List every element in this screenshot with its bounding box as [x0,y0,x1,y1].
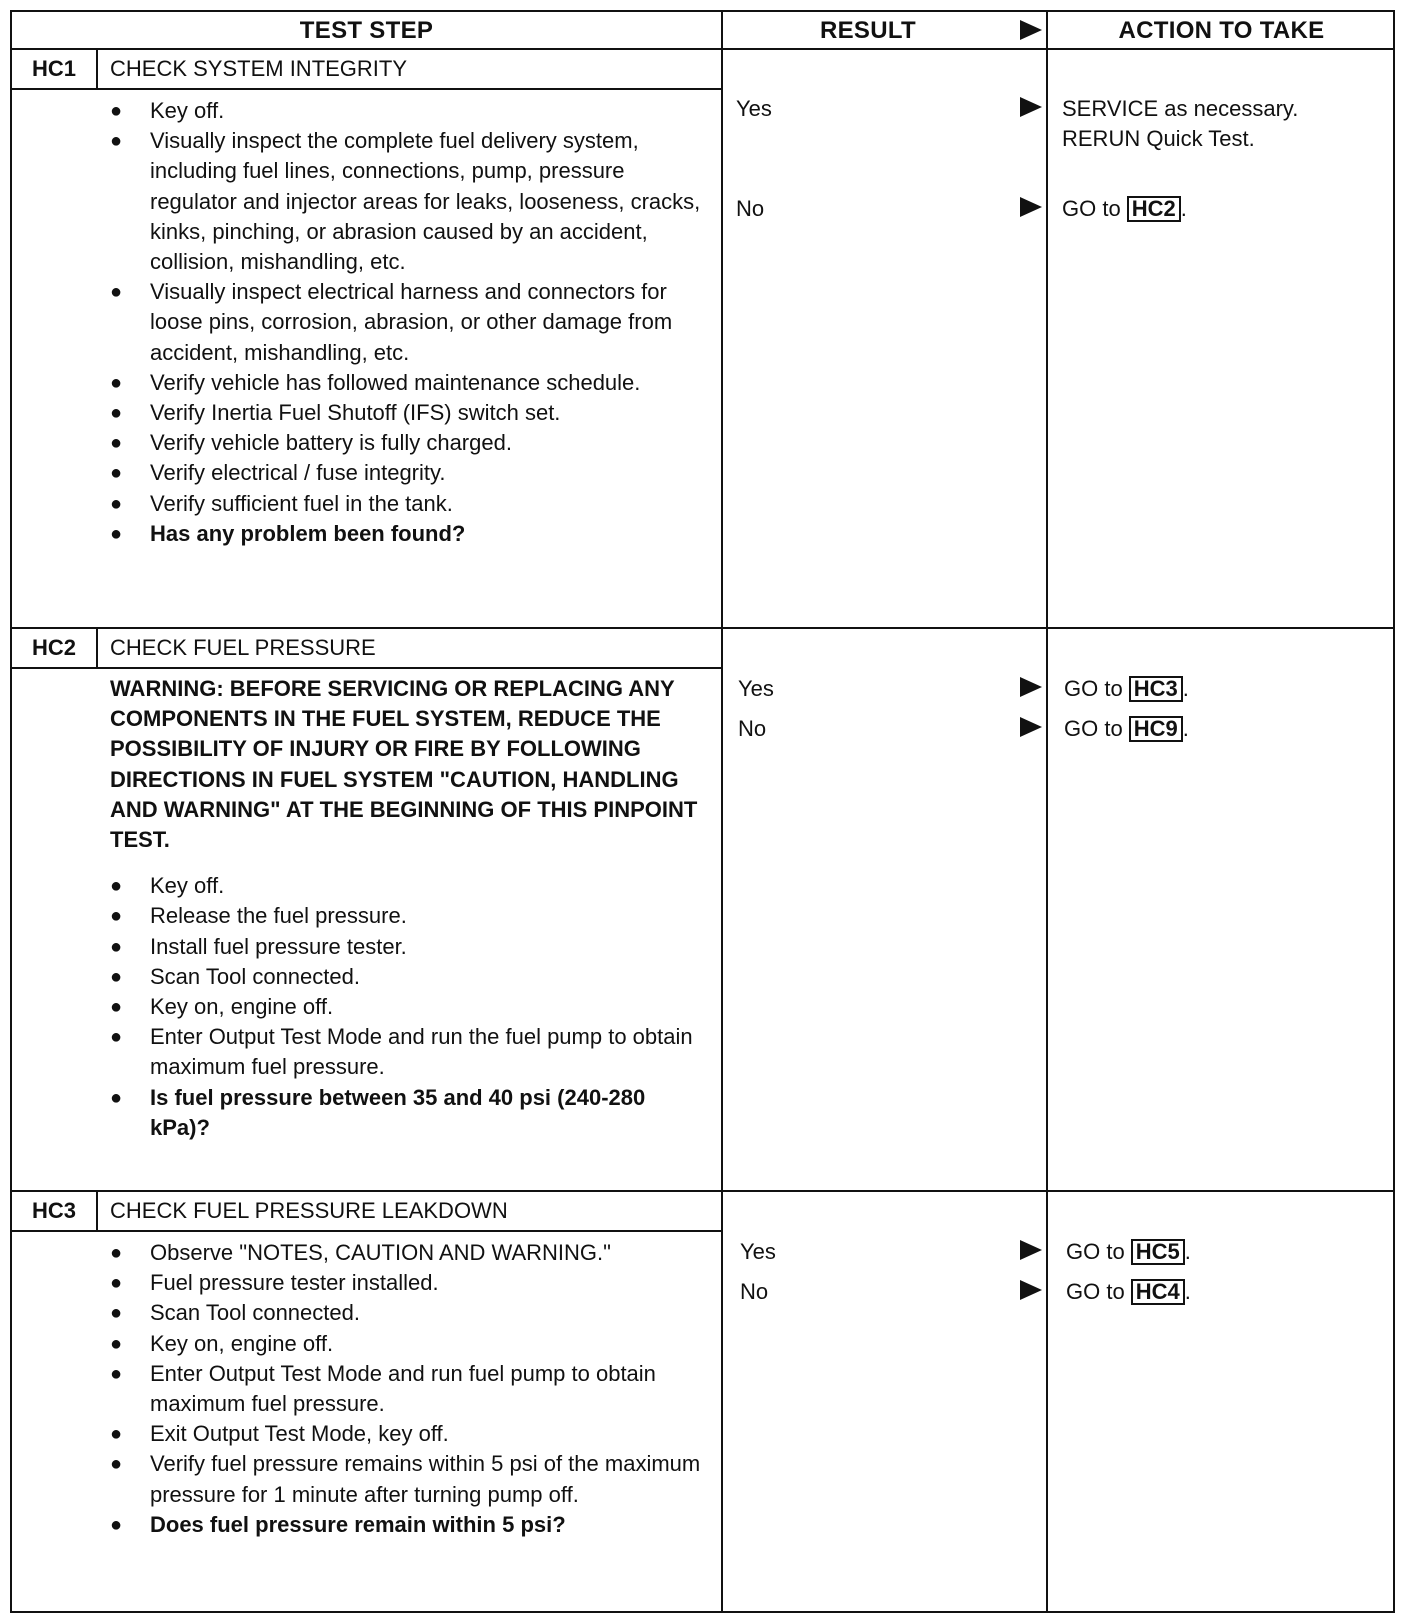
bullet-icon: ● [110,965,123,988]
step-reference-link[interactable]: HC3 [1129,676,1183,702]
bullet-icon: ● [110,935,123,958]
list-item-question: ● Does fuel pressure remain within 5 psi? [102,1510,702,1540]
result-yes: Yes [738,676,774,701]
action-yes: SERVICE as necessary. RERUN Quick Test. [1062,96,1299,151]
warning-text: WARNING: BEFORE SERVICING OR REPLACING ANY COMPONENTS IN THE FUEL SYSTEM, REDUCE THE POSSIBILITY OF INJURY OR FIRE BY FOLLOWING DIRECTIONS IN FUEL SYSTEM "CAUTION, HANDLING AND WARNING" AT THE BEGINNING OF THIS PINPOINT TEST. [110,676,698,853]
list-item-question: ● Is fuel pressure between 35 and 40 psi (240-280 kPa)? [110,1084,646,1140]
step-id: HC1 [31,56,76,81]
bullet-icon: ● [110,996,123,1019]
list-item: ● Enter Output Test Mode and run fuel pump to obtain maximum fuel pressure. [110,1360,656,1417]
list-item: ● Verify electrical / fuse integrity. [102,458,702,488]
step-id-divider [96,1192,98,1232]
bullet-icon: ● [110,1423,123,1446]
header-action: ACTION TO TAKE [1118,17,1325,44]
action-no: GO to HC9 . [1064,716,1189,741]
result-no: No [738,716,767,741]
result-arrow-icon [1020,1280,1042,1300]
header-test-step: TEST STEP [299,17,434,44]
step-reference-link[interactable]: HC2 [1127,196,1181,222]
list-item: ● Observe "NOTES, CAUTION AND WARNING." [102,1238,702,1268]
list-item: ● Fuel pressure tester installed. [102,1268,702,1298]
result-arrow-icon [1020,1240,1042,1260]
list-item: ● Key on, engine off. [102,992,702,1022]
bullet-icon: ● [110,492,123,515]
list-item: ● Enter Output Test Mode and run the fuel pump to obtain maximum fuel pressure. [110,1024,693,1080]
bullet-icon: ● [110,1272,123,1295]
column-divider [1046,12,1048,1613]
action-yes: GO to HC5 . [1066,1239,1191,1264]
list-item: ● Install fuel pressure tester. [102,932,702,962]
list-item: ● Visually inspect the complete fuel delivery system, including fuel lines, connections, pump, pressure regulator and injector areas for leaks, looseness, cracks, kinks, pinching, or abrasion caused by an accident, collision, mishandling, etc. [110,128,701,275]
result-arrow-icon [1020,97,1042,117]
list-item: ● Verify vehicle battery is fully charged. [102,428,702,458]
bullet-icon: ● [110,905,123,928]
result-yes: Yes [736,96,772,121]
list-item: ● Verify vehicle has followed maintenance schedule. [102,368,702,398]
step-body [102,1238,702,1540]
bullet-icon: ● [110,402,123,425]
list-item: ● Key off. [102,96,702,126]
list-item: ● Key off. [102,871,702,901]
step-title: CHECK FUEL PRESSURE [110,635,376,660]
diagnostic-table [10,10,1395,1613]
bullet-icon: ● [110,1302,123,1325]
result-yes: Yes [740,1239,776,1264]
bullet-icon: ● [110,875,123,898]
bullet-icon: ● [110,100,123,122]
result-arrow-icon [1020,677,1042,697]
bullet-icon: ● [110,1026,123,1049]
list-item: ● Scan Tool connected. [102,962,702,992]
title-divider [12,667,721,669]
bullet-icon: ● [110,1362,123,1385]
header-arrow-icon [1020,20,1042,40]
step-body [102,96,702,549]
list-item-question: ● Has any problem been found? [102,519,702,549]
bullet-icon: ● [110,1513,123,1536]
title-divider [12,1230,721,1232]
list-item: ● Visually inspect electrical harness and connectors for loose pins, corrosion, abrasion, or other damage from accident, mishandling, etc. [110,279,673,365]
bullet-icon: ● [110,371,123,394]
step-title: CHECK SYSTEM INTEGRITY [110,56,408,81]
list-item: ● Scan Tool connected. [102,1298,702,1328]
step-reference-link[interactable]: HC9 [1129,716,1183,742]
bullet-icon: ● [110,1086,123,1109]
step-title: CHECK FUEL PRESSURE LEAKDOWN [110,1198,508,1223]
list-item: ● Key on, engine off. [102,1329,702,1359]
step-id: HC3 [31,1198,76,1223]
step-id-divider [96,50,98,90]
list-item: ● Verify fuel pressure remains within 5 psi of the maximum pressure for 1 minute after turning pump off. [110,1451,701,1507]
header-result: RESULT [819,17,917,44]
step-body [110,674,702,1143]
bullet-icon: ● [110,432,123,455]
action-no: GO to HC4 . [1066,1279,1191,1304]
list-item: ● Verify sufficient fuel in the tank. [102,489,702,519]
bullet-icon: ● [110,1332,123,1355]
bullet-icon: ● [110,1242,123,1264]
column-divider [721,12,723,1613]
bullet-icon: ● [110,462,123,485]
result-arrow-icon [1020,717,1042,737]
bullet-icon: ● [110,281,123,304]
result-no: No [736,196,765,221]
result-arrow-icon [1020,197,1042,217]
list-item: ● Release the fuel pressure. [102,901,702,931]
step-id-divider [96,629,98,669]
bullet-icon: ● [110,130,123,153]
list-item: ● Exit Output Test Mode, key off. [102,1419,702,1449]
title-divider [12,88,721,90]
result-no: No [740,1279,769,1304]
step-reference-link[interactable]: HC5 [1131,1239,1185,1265]
bullet-icon: ● [110,522,123,545]
step-id: HC2 [31,635,76,660]
step-reference-link[interactable]: HC4 [1131,1279,1185,1305]
action-no: GO to HC2 . [1062,196,1187,221]
bullet-icon: ● [110,1453,123,1476]
list-item: ● Verify Inertia Fuel Shutoff (IFS) switch set. [102,398,702,428]
action-yes: GO to HC3 . [1064,676,1189,701]
